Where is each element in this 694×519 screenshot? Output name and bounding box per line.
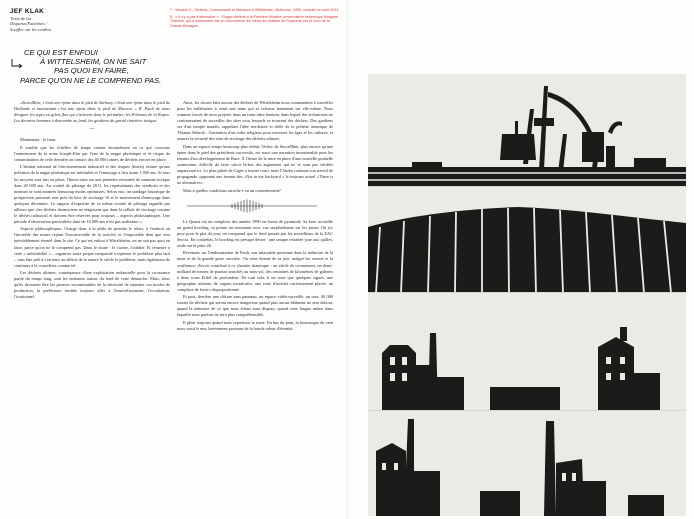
sound-wave-icon [177, 199, 327, 213]
page-gutter [347, 0, 348, 519]
artwork-ruined-buildings [368, 293, 686, 411]
artwork-panel [368, 74, 686, 516]
brand-block [10, 8, 130, 32]
footnote: 7 · Wunsch K., Siebeck, Communauté et littérature à Wittelsheim, Mulhouse, 1995, consulté en août 2014. [170, 8, 340, 12]
paragraph: Maintenant : le futur. [20, 137, 57, 143]
section-separator: ~•~ [89, 126, 95, 132]
paragraph: Aspects philosophiques. Charge donc à la philo de prendre le relais, à l'endroit où l'invisible des mines rejoint l'inconcevable de la toxicité, et l'impossible déni que sera inévitablement éternel dans le site. Ce qui est enfoui à Wittelsheim, on ne sait pas quoi en faire, parce qu'on ne le comprend pas. Dans le doute : le cacher, l'oublier. Et remettre à cette « inévitabilité » – organiser notre propre incapacité à repenser le problème plus tard – sans être prêt à s'en tenir au déficit de la nature le siècle le problème, mais également de continuer à le considérer comme tel. [14, 226, 170, 268]
pull-quote [20, 48, 190, 85]
brand-logo: JEF KLAK [10, 8, 45, 15]
paragraph: «StocaMine, c'était une épine dans le pied de Sarkozy, c'était une épine dans le pied de Hollande et maintenant c'est une épine dans le pied de Macron. » R. Pault de nous désigner les types en gilets fluo qui s'activent dans le périmètre, les Polonais de la Kopex. Les derniers hommes à descendre au fond, les gardiens du grand cimetière toxique. [14, 100, 170, 124]
paragraph: Le Quartz est un complexe des années 1990 en forme de pyramide. Sa base accueille un grand bowling, sa pointe un restaurant avec vue surplombante sur les pistes. On n'y pose pour le plat du jour, on comprend que le fond passait par les travailleurs de la ZAC Seccia. En contrebas, le bowling est presque désert : une unique retraitée joue aux quilles, seule sur la piste 26. [177, 218, 333, 248]
artwork-industrial-ruins [368, 411, 686, 516]
paragraph: L'Institut national de l'environnement industriel et des risques (Ineris) estime qu'une pollution de la nappe phréatique est inévitable et l'ennoyage a lieu avant 1 000 ans. Si tous les moyens sont mis en place, l'Ineris mise sur une première remontée de saumure toxique dans 20 000 ans. Au comité de pilotage de 2011, les représentants des syndicats et des mineurs se sont montrés beaucoup moins optimistes. Selon eux, un sondage historique de prospection passerait tout près du bloc de stockage 16 et le mouvement d'ennoyage dans quelques décennies. Le rapport d'expertise de ce même comité de pilotage rappelle par ailleurs que «les déchets thermiciens ne réagissent que dans la cellule de stockage comme le déchet radioactif et doivent être réservés pour toujours – aspects philosophiques. Une période d'observation particulière dure de 10 000 ans n'est pas suffisante ». [14, 164, 170, 224]
meta-line: Souffler sur les cendres [10, 26, 52, 32]
paragraph: Et puis, derrière une clôture sans panneau, un espace vidéo-surveillé, un trou, 40 000 tonnes de déchets qui seront encore dangereux quand plus aucun bâtiment ne sera debout, quand la mémoire de ce que nous étions aura disparu, quand cette langue même dans laquelle nous parlons ne sera plus compréhensible. [177, 294, 333, 318]
paragraph: Il pleut toujours quand nous reprenons la route. En bas du pont, la bourrasque de vent nous saisit le nez, brièvement porteuse de la lourde odeur d'éternité. [177, 319, 333, 331]
pull-quote-line: PARCE QU'ON NE LE COMPREND PAS. [20, 75, 162, 85]
section-meta [10, 16, 130, 32]
paragraph: Il semble que les échelles de temps varient énormément en ce qui concerne l'ennoiement de la mine Joseph-Else par l'eau de la nappe phréatique et le risque de contamination de cette dernière au contact des 40 000 tonnes de déchets encore en place. [14, 144, 170, 162]
pull-quote-line: CE QUI EST ENFOUI [24, 48, 98, 57]
paragraph: Dans un espace-temps beaucoup plus réduit, l'échec de StocaMine, plus encore qu'une épine dans le pied des présidents successifs, est aussi une narration insoutenable pour les tenants d'un développement de Bure. À l'heure de la mise en place d'une nouvelle poubelle souterraine, difficile de faire valoir là-bas des arguments qui ne se sont pas vérifiés auparavant ici. Le plan piloté de Cigéo a tourné court, mais l'Andra continue son travail de propagande, opposant aux tenants des «Not in my backyard » le toujours actuel «There is no alternative». [177, 143, 333, 186]
meta-line: Disparus/Fantômes / [10, 21, 47, 27]
paragraph: Revenons sur l'enthousiasme de Pault, son inlassable personne dans la mémoire de la mine et de la grande geste ouvrière. On reste étonné de sa joie, malgré les erreurs et la souffrance, d'avoir contribué à ce chantier titanesque : un siècle de creusement, un demi-milliard de tonnes de potasse arrachés au sous-sol, des centaines de kilomètres de galeries à deux tours Eiffel de profondeur. De tout cela, il ne reste que quelques signes, une géographie urbaine, de vagues monticules, une zone d'activité curieusement placée, un complexe de loisirs disproportionné. [177, 250, 333, 292]
artwork-mine-headframe [368, 74, 686, 187]
paragraph: Mais à quelles conditions arrache-t-on un consentement? [183, 187, 281, 193]
artwork-slag-heap [368, 187, 686, 293]
paragraph: Ainsi, les choses faits autour des déchets de Wittelsheim nous commandent à surveiller pour les millénaires à venir une mine qui se referme lentement sur elle-même. Nous sommes forcés de nous projeter dans un futur ultra lointain, dans lequel des techniciens ne continueraient de surveiller des sites sous lesquels se trouvent des déchets. Des gardiens ses d'un temple maudit, rappelant l'idée terrifiante et drôle de la prêtrise atomique de Thomas Sebeok : l'invention d'un ordre religieux pour traverser les âges et les cultures, et assurer la sécurité des sites de stockage des déchets ultimes. [177, 100, 333, 142]
text-column-right [177, 100, 333, 334]
footnotes [170, 8, 340, 30]
text-column-left [14, 100, 170, 302]
footnote: 8 · « Il n'y a pas d'alternative » : Slogan attribué à la Première Ministre conservatrice britannique Margaret Thatcher, qui a notamment mis en concurrence les mines de charbon du Royaume-Uni et ceux de la Grande-Bretagne. [170, 14, 339, 28]
paragraph: Les déchets ultimes, conséquence d'une exploitation industrielle pour la croissance partie du temps long, sont les embarras autour du fond de cette démarche. Mais, alors qu'ils devraient être les preuves incontestables de la nécessité de repenser ces modes de production, la préférence semble toujours aller à l'ensevelissement, l'occultation, l'irrationnel. [14, 270, 170, 300]
pull-quote-line: À WITTELSHEIM, ON NE SAIT [40, 57, 147, 67]
pull-quote-line: PAS QUOI EN FAIRE, [54, 66, 129, 76]
meta-line: Texte de fin [10, 16, 31, 21]
